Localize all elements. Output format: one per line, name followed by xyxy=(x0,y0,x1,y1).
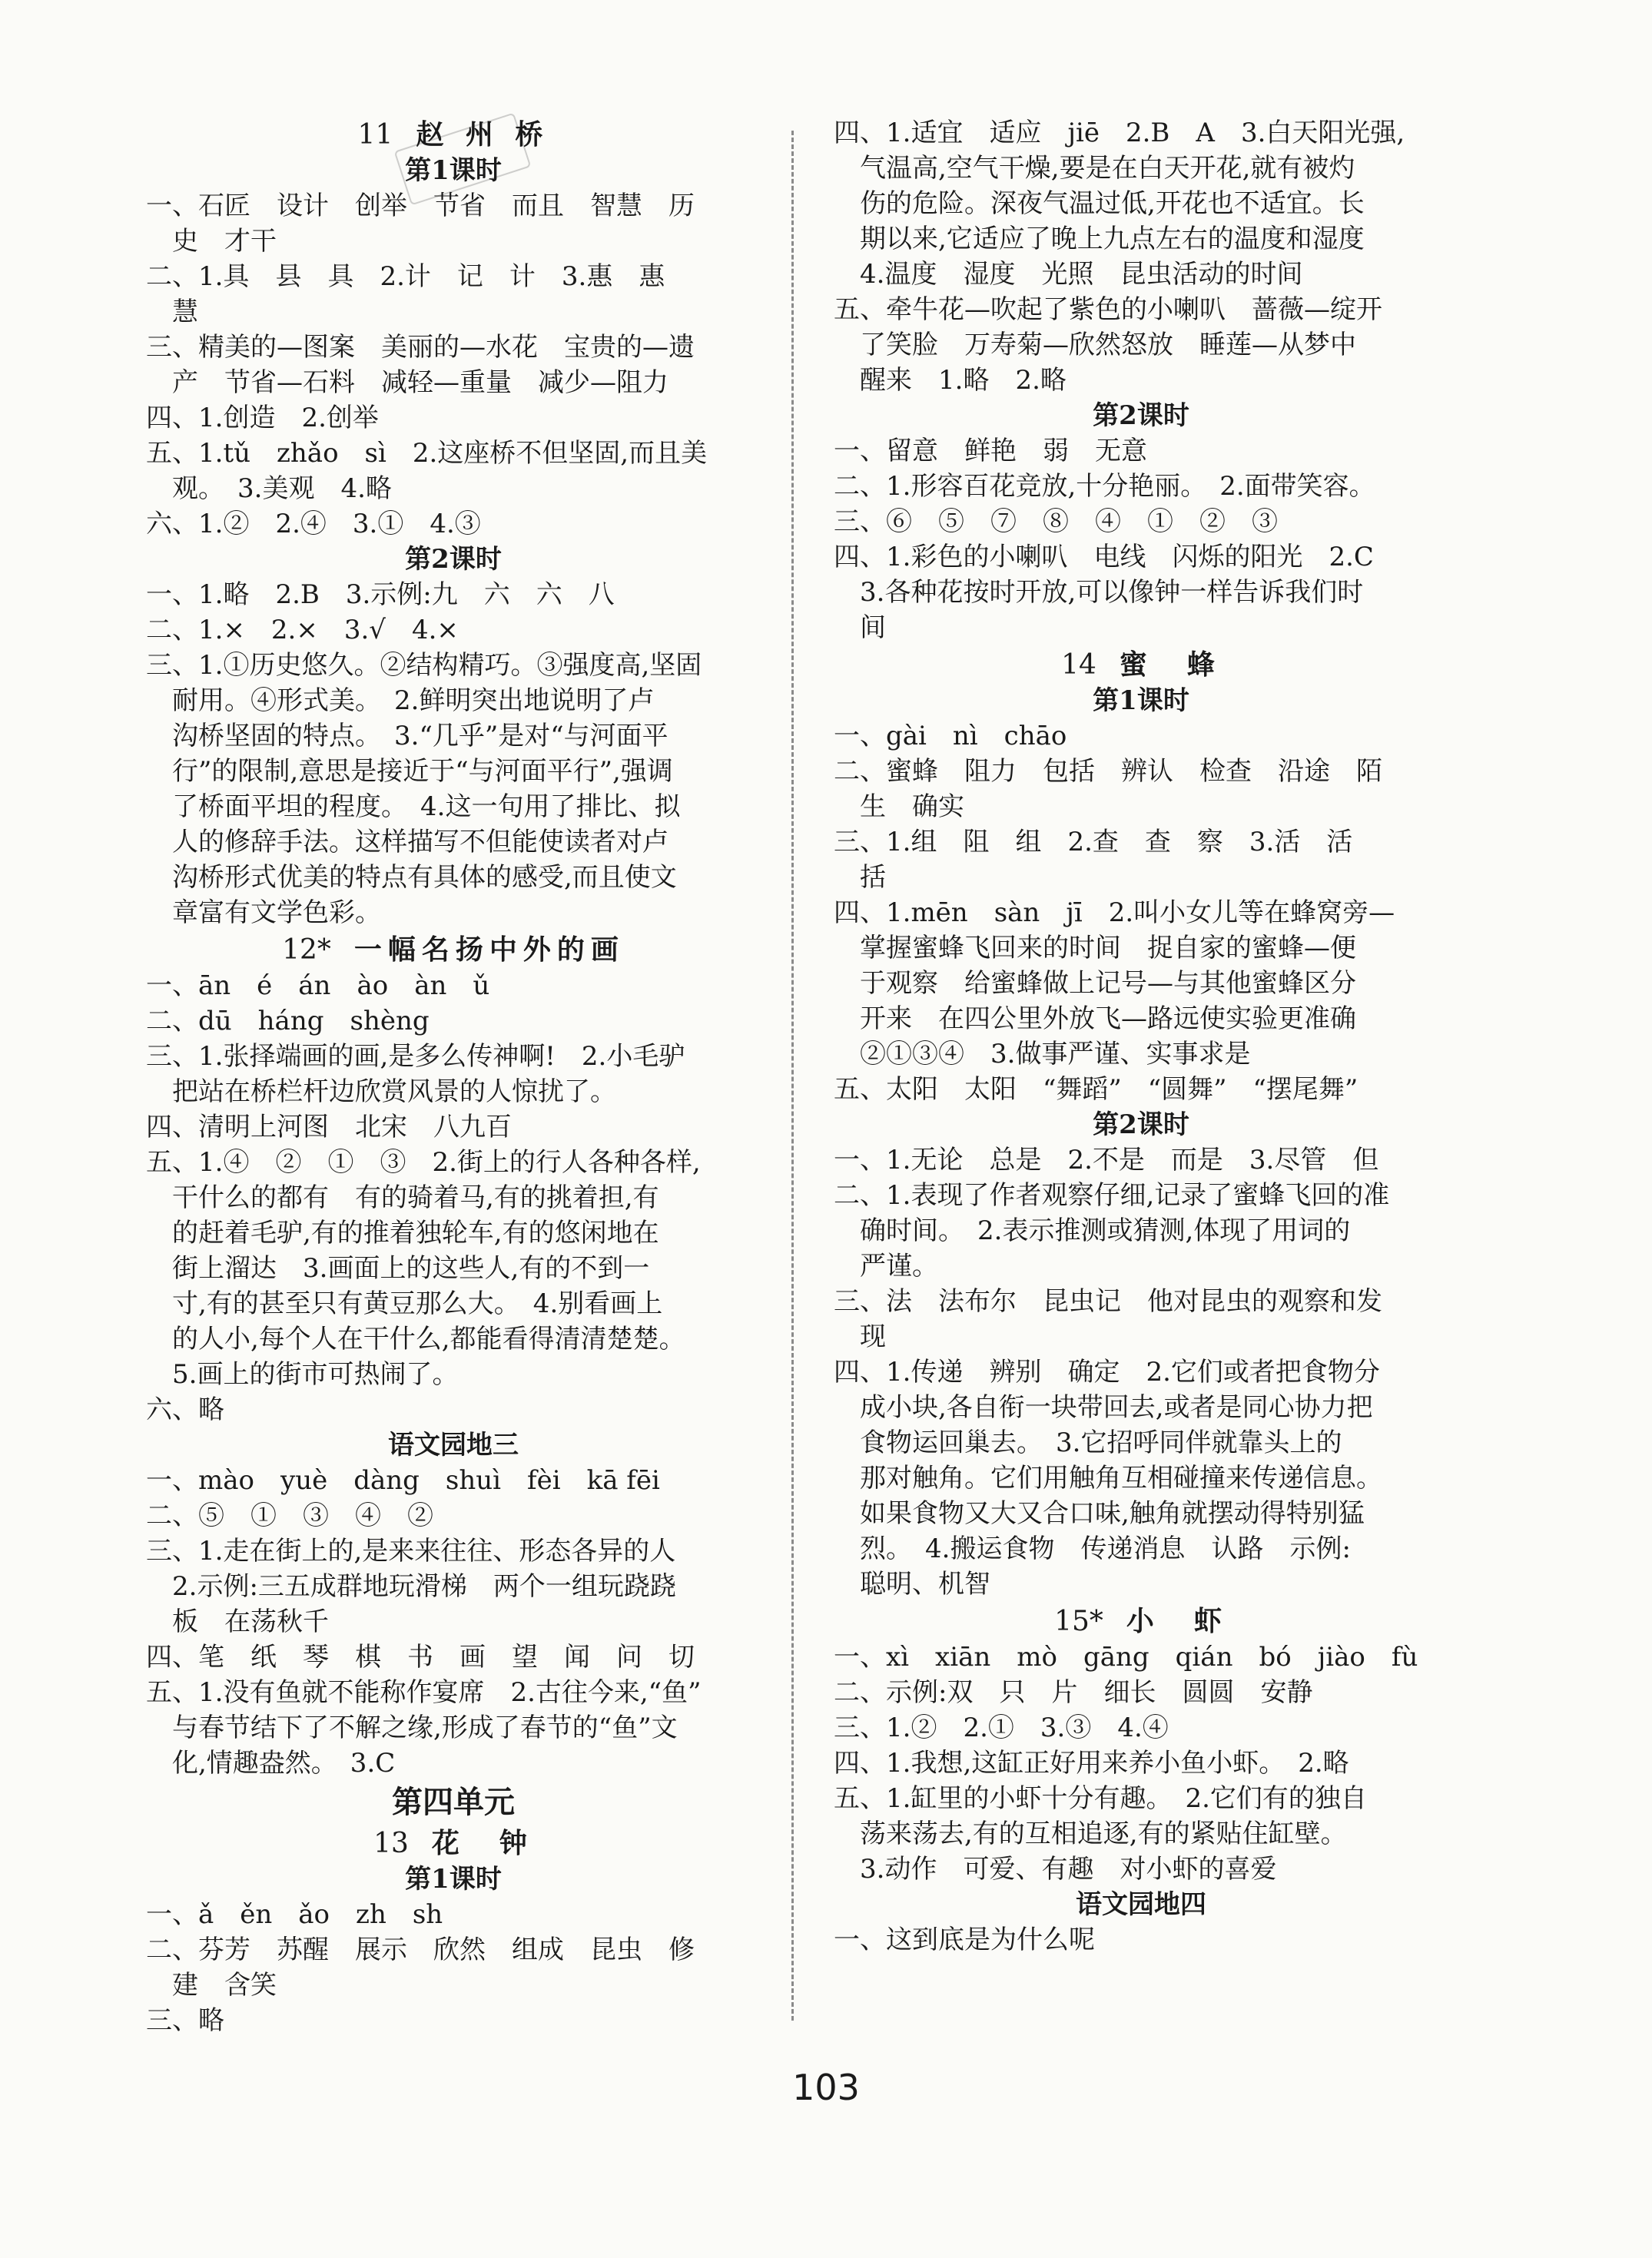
answer-line-continued: 耐用。④形式美。 2.鲜明突出地说明了卢 xyxy=(172,685,655,716)
lesson-number: 13 xyxy=(373,1828,409,1859)
answer-line: 六、略 xyxy=(146,1394,224,1425)
answer-line: 三、1.①历史悠久。②结构精巧。③强度高,坚固 xyxy=(146,650,702,681)
answer-line: 五、1.没有鱼就不能称作宴席 2.古往今来,“鱼” xyxy=(146,1677,702,1708)
answer-line: 二、示例:双 只 片 细长 圆圆 安静 xyxy=(834,1677,1313,1708)
lesson-title xyxy=(834,1603,1448,1640)
answer-line: 一、1.无论 总是 2.不是 而是 3.尽管 但 xyxy=(834,1145,1379,1175)
answer-line: 一、1.略 2.B 3.示例:九 六 六 八 xyxy=(146,579,615,610)
answer-line-continued: 如果食物又大又合口味,触角就摆动得特别猛 xyxy=(860,1498,1365,1529)
answer-line: 二、1.具 县 具 2.计 记 计 3.惠 惠 xyxy=(146,261,665,292)
answer-line: 五、1.④ ② ① ③ 2.街上的行人各种各样, xyxy=(146,1147,701,1178)
answer-line: 四、1.彩色的小喇叭 电线 闪烁的阳光 2.C xyxy=(834,542,1374,572)
answer-line-continued: 生 确实 xyxy=(860,791,964,822)
answer-line: 二、1.形容百花竞放,十分艳丽。 2.面带笑容。 xyxy=(834,471,1375,502)
lesson-number: 11 xyxy=(357,119,393,151)
section-heading: 语文园地三 xyxy=(388,1430,519,1461)
section-heading: 第2课时 xyxy=(1093,1109,1189,1140)
column-divider xyxy=(791,131,794,2021)
answer-line: 三、1.张择端画的画,是多么传神啊! 2.小毛驴 xyxy=(146,1041,685,1072)
answer-line-continued: 括 xyxy=(860,862,886,893)
answer-line: 二、dū háng shèng xyxy=(146,1006,430,1036)
answer-line: 一、ān é án ào àn ǔ xyxy=(146,970,490,1001)
answer-line: 二、芬芳 苏醒 展示 欣然 组成 昆虫 修 xyxy=(146,1935,695,1965)
answer-line: 二、蜜蜂 阻力 包括 辨认 检查 沿途 陌 xyxy=(834,756,1382,787)
answer-line-continued: 2.示例:三五成群地玩滑梯 两个一组玩跷跷 xyxy=(172,1571,676,1602)
lesson-number: 12* xyxy=(282,934,331,966)
answer-line-continued: 那对触角。它们用触角互相碰撞来传递信息。 xyxy=(860,1463,1382,1494)
section-heading: 语文园地四 xyxy=(1076,1889,1206,1920)
section-heading: 第1课时 xyxy=(405,1864,502,1895)
section-heading: 第2课时 xyxy=(1093,400,1189,431)
answer-line-continued: 建 含笑 xyxy=(172,1970,277,2001)
answer-line-continued: 沟桥坚固的特点。 3.“几乎”是对“与河面平 xyxy=(172,721,668,751)
answer-line: 三、1.② 2.① 3.③ 4.④ xyxy=(834,1713,1169,1743)
answer-line-continued: 气温高,空气干燥,要是在白天开花,就有被灼 xyxy=(860,153,1355,184)
lesson-name: 花 钟 xyxy=(431,1827,533,1859)
page-number: 103 xyxy=(792,2067,860,2108)
answer-line-continued: 3.各种花按时开放,可以像钟一样告诉我们时 xyxy=(860,577,1364,608)
answer-line-continued: 板 在荡秋千 xyxy=(172,1606,329,1637)
answer-line: 六、1.② 2.④ 3.① 4.③ xyxy=(146,509,481,539)
answer-line-continued: 5.画上的街市可热闹了。 xyxy=(172,1359,459,1390)
lesson-number: 15* xyxy=(1054,1606,1103,1637)
answer-line-continued: 开来 在四公里外放飞—路远使实验更准确 xyxy=(860,1003,1356,1034)
lesson-title xyxy=(146,1825,761,1862)
lesson-title xyxy=(834,647,1448,683)
answer-line: 四、1.传递 辨别 确定 2.它们或者把食物分 xyxy=(834,1357,1380,1388)
answer-line-continued: 3.动作 可爱、有趣 对小虾的喜爱 xyxy=(860,1854,1277,1885)
answer-line: 一、留意 鲜艳 弱 无意 xyxy=(834,436,1147,466)
answer-line-continued: 干什么的都有 有的骑着马,有的挑着担,有 xyxy=(172,1182,659,1213)
answer-line: 三、精美的—图案 美丽的—水花 宝贵的—遗 xyxy=(146,332,695,363)
answer-line-continued: 街上溜达 3.画面上的这些人,有的不到一 xyxy=(172,1253,650,1284)
answer-line-continued: 成小块,各自衔一块带回去,或者是同心协力把 xyxy=(860,1392,1373,1423)
section-heading: 第1课时 xyxy=(405,155,502,186)
answer-line-continued: 了桥面平坦的程度。 4.这一句用了排比、拟 xyxy=(172,791,681,822)
lesson-title xyxy=(146,932,761,968)
answer-line-continued: 食物运回巢去。 3.它招呼同伴就靠头上的 xyxy=(860,1427,1342,1458)
answer-line: 四、清明上河图 北宋 八九百 xyxy=(146,1112,512,1142)
answer-line: 五、太阳 太阳 “舞蹈” “圆舞” “摆尾舞” xyxy=(834,1074,1358,1105)
answer-line-continued: 产 节省—石料 减轻—重量 减少—阻力 xyxy=(172,367,668,398)
right-column xyxy=(834,115,1448,1958)
answer-line-continued: 把站在桥栏杆边欣赏风景的人惊扰了。 xyxy=(172,1076,616,1107)
answer-line-continued: 掌握蜜蜂飞回来的时间 捉自家的蜜蜂—便 xyxy=(860,933,1356,963)
answer-line: 二、1.× 2.× 3.√ 4.× xyxy=(146,615,459,645)
answer-line-continued: 观。 3.美观 4.略 xyxy=(172,473,392,504)
lesson-name: 赵 州 桥 xyxy=(416,118,549,151)
answer-line: 一、mào yuè dàng shuì fèi kā fēi xyxy=(146,1465,660,1496)
answer-line-continued: 沟桥形式优美的特点有具体的感受,而且使文 xyxy=(172,862,677,893)
answer-line-continued: 章富有文学色彩。 xyxy=(172,897,381,928)
answer-line: 五、1.tǔ zhǎo sì 2.这座桥不但坚固,而且美 xyxy=(146,438,708,469)
lesson-name: 小 虾 xyxy=(1126,1605,1228,1637)
section-heading: 第2课时 xyxy=(405,544,502,575)
answer-line: 三、1.走在街上的,是来来往往、形态各异的人 xyxy=(146,1536,676,1567)
answer-line-continued: 确时间。 2.表示推测或猜测,体现了用词的 xyxy=(860,1215,1351,1246)
answer-line: 四、1.创造 2.创举 xyxy=(146,403,379,433)
lesson-title xyxy=(146,117,761,153)
answer-line-continued: 的人小,每个人在干什么,都能看得清清楚楚。 xyxy=(172,1324,685,1354)
answer-line: 四、笔 纸 琴 棋 书 画 望 闻 问 切 xyxy=(146,1642,695,1673)
answer-line: 四、1.适宜 适应 jiē 2.B A 3.白天阳光强, xyxy=(834,118,1405,148)
answer-line: 二、1.表现了作者观察仔细,记录了蜜蜂飞回的准 xyxy=(834,1180,1390,1211)
section-heading: 第1课时 xyxy=(1093,685,1189,716)
answer-line: 四、1.mēn sàn jī 2.叫小女儿等在蜂窝旁— xyxy=(834,897,1395,928)
answer-line: 三、法 法布尔 昆虫记 他对昆虫的观察和发 xyxy=(834,1286,1382,1317)
answer-line-continued: 聪明、机智 xyxy=(860,1569,990,1600)
answer-line-continued: 史 才干 xyxy=(172,226,277,257)
answer-line: 五、1.缸里的小虾十分有趣。 2.它们有的独自 xyxy=(834,1783,1367,1814)
answer-line: 三、略 xyxy=(146,2005,224,2036)
answer-line-continued: 伤的危险。深夜气温过低,开花也不适宜。长 xyxy=(860,188,1365,219)
lesson-name: 一幅名扬中外的画 xyxy=(353,933,625,966)
answer-line: 三、1.组 阻 组 2.查 查 察 3.活 活 xyxy=(834,827,1353,857)
answer-line-continued: 间 xyxy=(860,612,886,643)
lesson-number: 14 xyxy=(1061,649,1096,681)
answer-line-continued: 行”的限制,意思是接近于“与河面平行”,强调 xyxy=(172,756,673,787)
answer-line: 二、⑤ ① ③ ④ ② xyxy=(146,1500,433,1531)
unit-heading: 第四单元 xyxy=(392,1784,515,1820)
answer-line-continued: 的赶着毛驴,有的推着独轮车,有的悠闲地在 xyxy=(172,1218,659,1248)
answer-line: 三、⑥ ⑤ ⑦ ⑧ ④ ① ② ③ xyxy=(834,506,1278,537)
answer-line-continued: 人的修辞手法。这样描写不但能使读者对卢 xyxy=(172,827,668,857)
answer-line-continued: 严谨。 xyxy=(860,1251,938,1282)
answer-line-continued: 4.温度 湿度 光照 昆虫活动的时间 xyxy=(860,259,1303,290)
left-column xyxy=(146,115,761,2038)
answer-line: 一、ǎ ěn ǎo zh sh xyxy=(146,1899,443,1930)
answer-line-continued: 于观察 给蜜蜂做上记号—与其他蜜蜂区分 xyxy=(860,968,1356,999)
answer-line-continued: 现 xyxy=(860,1321,886,1352)
answer-line-continued: ②①③④ 3.做事严谨、实事求是 xyxy=(860,1039,1251,1069)
answer-line-continued: 烈。 4.搬运食物 传递消息 认路 示例: xyxy=(860,1534,1351,1564)
answer-line: 四、1.我想,这缸正好用来养小鱼小虾。 2.略 xyxy=(834,1748,1349,1779)
answer-line-continued: 慧 xyxy=(172,297,198,327)
answer-line: 一、这到底是为什么呢 xyxy=(834,1925,1095,1955)
answer-line: 一、xì xiān mò gāng qián bó jiào fù xyxy=(834,1642,1418,1673)
answer-line: 五、牵牛花—吹起了紫色的小喇叭 蔷薇—绽开 xyxy=(834,294,1382,325)
answer-line-continued: 荡来荡去,有的互相追逐,有的紧贴住缸壁。 xyxy=(860,1819,1347,1849)
answer-line-continued: 寸,有的甚至只有黄豆那么大。 4.别看画上 xyxy=(172,1288,663,1319)
answer-line-continued: 期以来,它适应了晚上九点左右的温度和湿度 xyxy=(860,224,1365,254)
answer-line: 一、gài nì chāo xyxy=(834,721,1067,751)
answer-line-continued: 化,情趣盎然。 3.C xyxy=(172,1748,396,1779)
answer-line-continued: 与春节结下了不解之缘,形成了春节的“鱼”文 xyxy=(172,1713,678,1743)
lesson-name: 蜜 蜂 xyxy=(1119,648,1221,681)
answer-line-continued: 醒来 1.略 2.略 xyxy=(860,365,1067,396)
answer-line: 一、石匠 设计 创举 节省 而且 智慧 历 xyxy=(146,191,695,221)
answer-line-continued: 了笑脸 万寿菊—欣然怒放 睡莲—从梦中 xyxy=(860,330,1356,360)
